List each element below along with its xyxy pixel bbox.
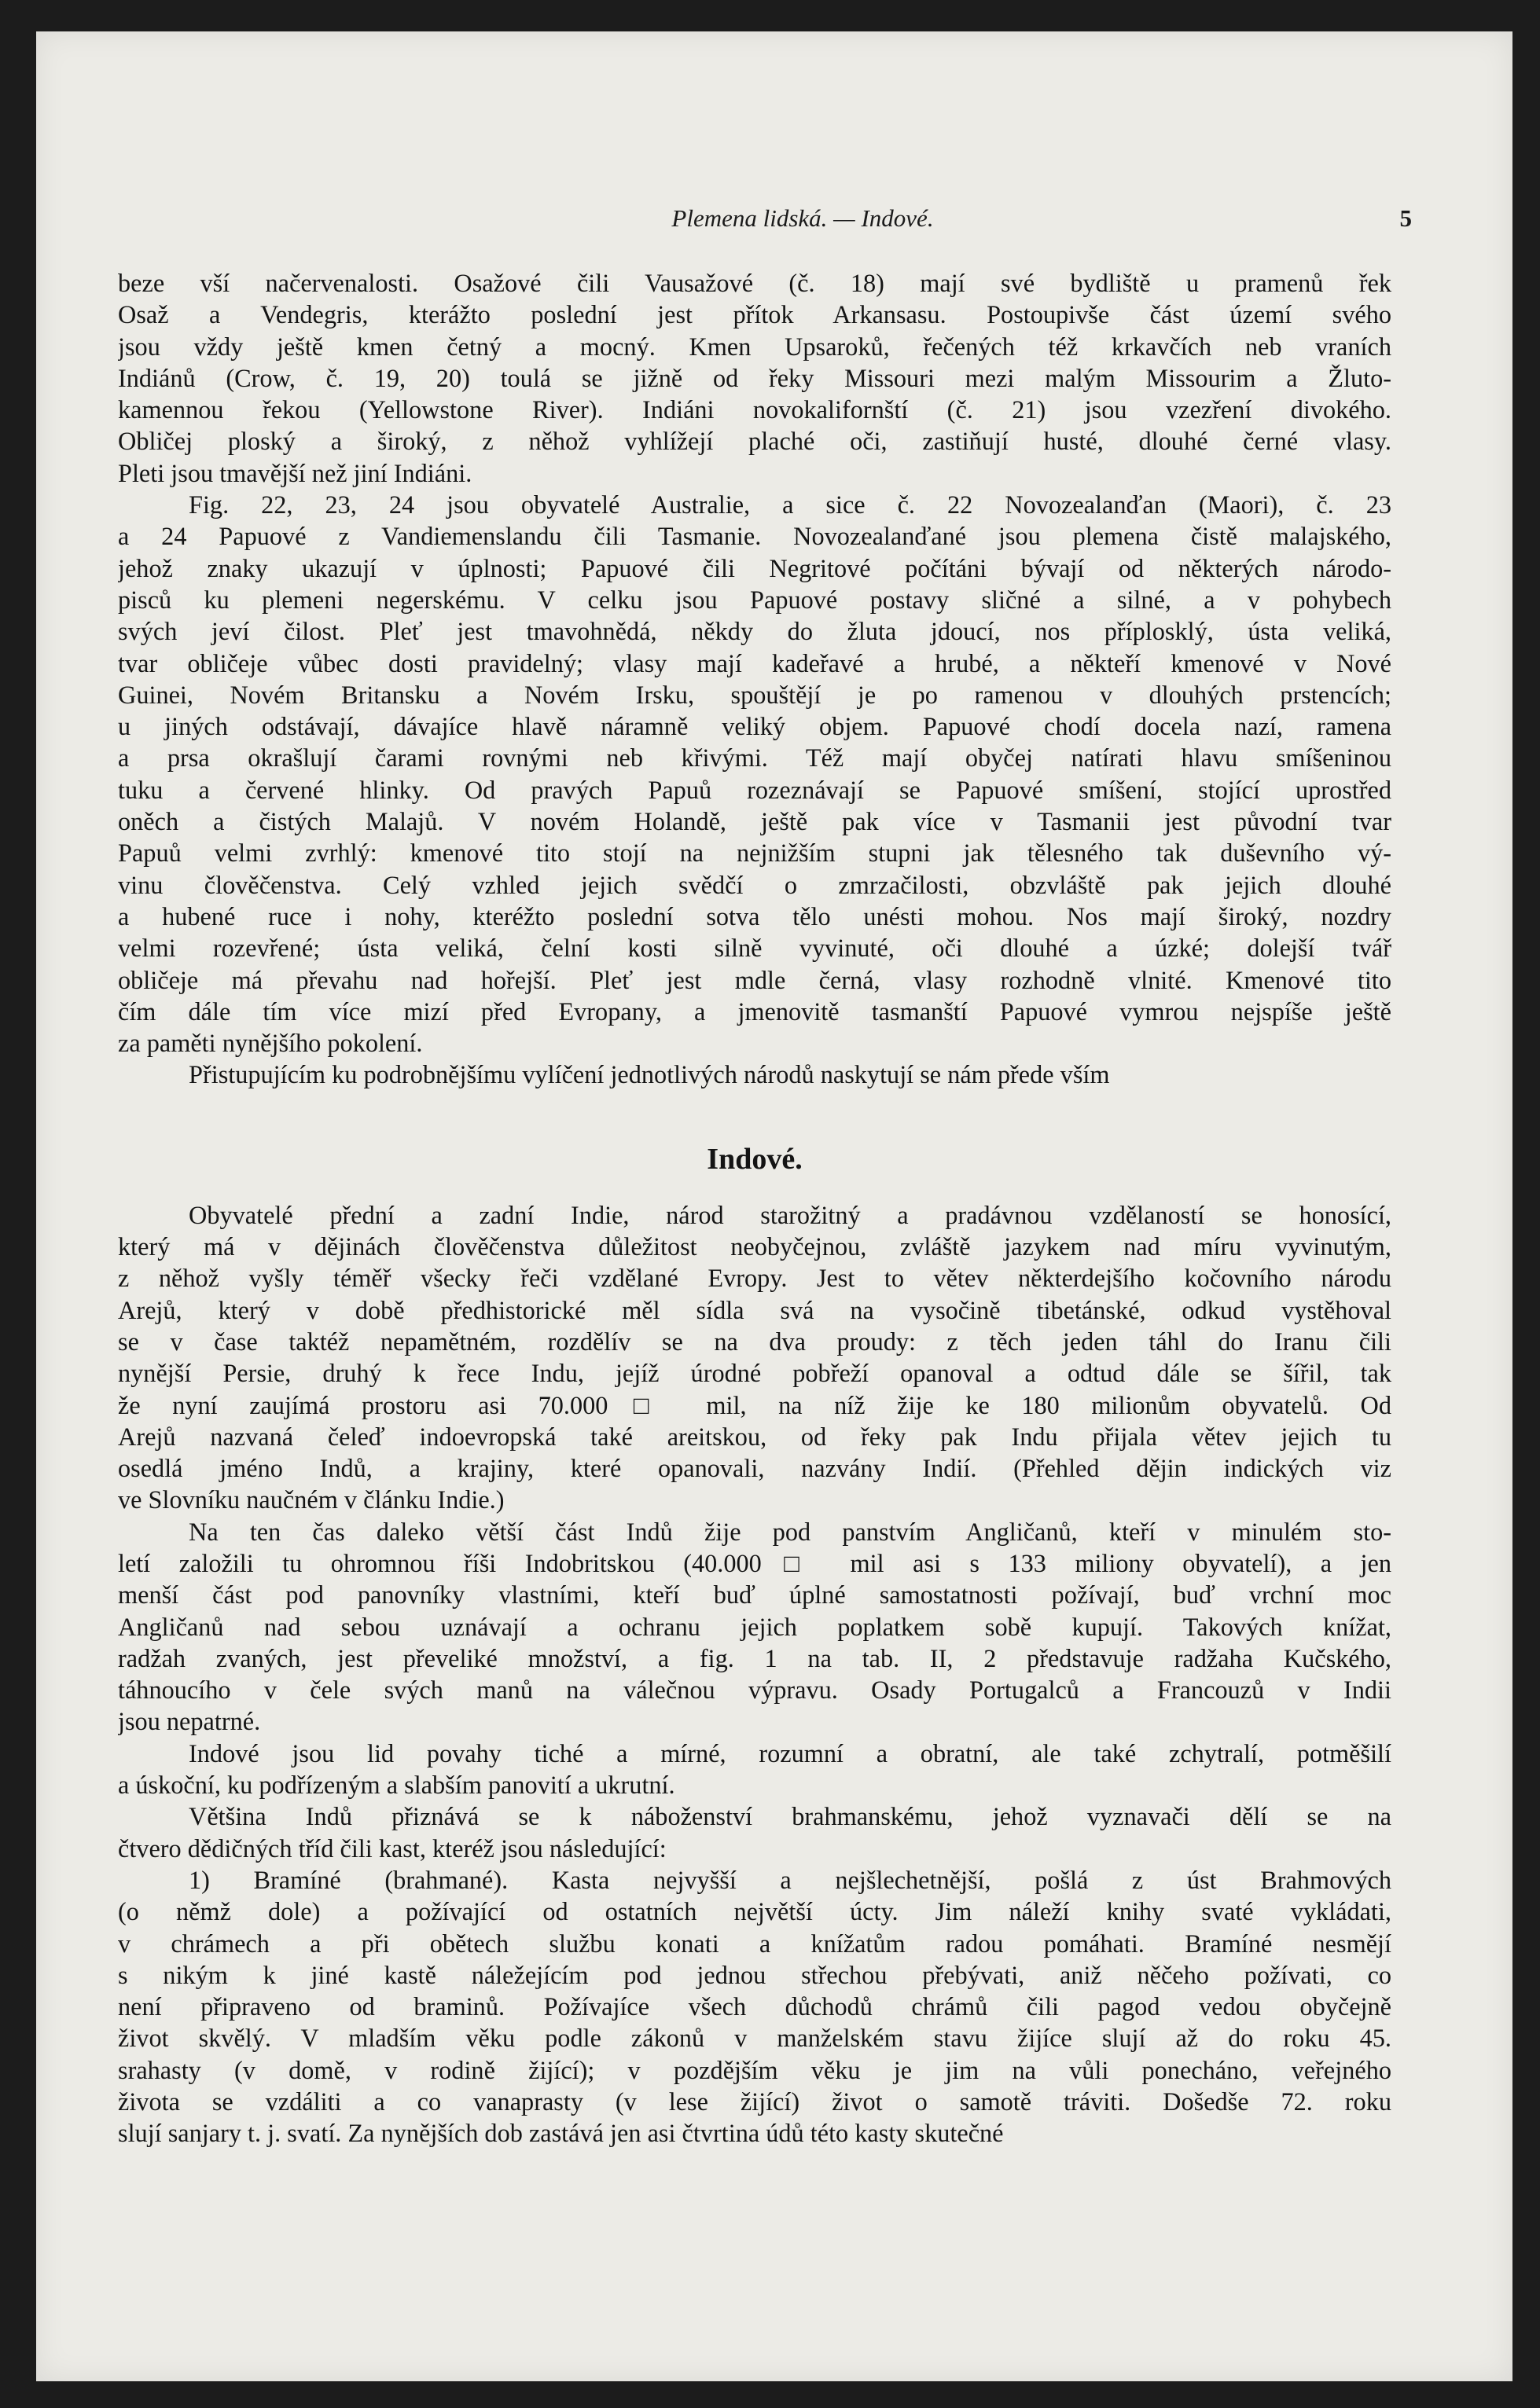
text-line: tvar obličeje vůbec dosti pravidelný; vlasy mají kadeřavé a hrubé, a někteří kmenové v Nové — [118, 648, 1391, 677]
text-line: jehož znaky ukazují v úplnosti; Papuové čili Negritové počítáni bývají od některých národo- — [118, 553, 1391, 582]
text-line: jsou nepatrné. — [118, 1707, 261, 1736]
text-line: Indiánů (Crow, č. 19, 20) toulá se jižně od řeky Missouri mezi malým Missourim a Žluto- — [118, 363, 1391, 392]
text-line: Guinei, Novém Britansku a Novém Irsku, spouštějí je po ramenou v dlouhých prstencích; — [118, 680, 1391, 709]
text-line: života se vzdáliti a co vanaprasty (v lese žijící) život o samotě tráviti. Došedše 72. roku — [118, 2087, 1391, 2116]
text-line: menší část pod panovníky vlastními, kteří buď úplné samostatnosti požívají, buď vrchní moc — [118, 1580, 1391, 1610]
text-line: se v čase taktéž nepamětném, rozdělív se na dva proudy: z těch jeden táhl do Iranu čili — [118, 1327, 1391, 1356]
text-line: který má v dějinách člověčenstva důležitost neobyčejnou, zvláště jazykem nad míru vyvinutým, — [118, 1232, 1391, 1261]
text-line: v chrámech a při obětech službu konati a knížatům radou pomáhati. Bramíné nesmějí — [118, 1929, 1391, 1958]
text-line: Angličanů nad sebou uznávají a ochranu jejich poplatkem sobě kupují. Takových knížat, — [118, 1612, 1391, 1641]
text-line: obličeje má převahu nad hořejší. Pleť jest mdle černá, vlasy rozhodně vlnité. Kmenové tito — [118, 965, 1391, 994]
text-line: ve Slovníku naučném v článku Indie.) — [118, 1485, 505, 1514]
text-line: že nyní zaujímá prostoru asi 70.000□ mil, na níž žije ke 180 milionům obyvatelů. Od — [118, 1390, 1391, 1419]
text-line: a 24 Papuové z Vandiemenslandu čili Tasmanie. Novozealanďané jsou plemena čistě malajského, — [118, 522, 1391, 551]
section-heading: Indové. — [707, 1142, 803, 1176]
text-line: Obličej ploský a široký, z něhož vyhlížejí plaché oči, zastiňují husté, dlouhé černé vlasy. — [118, 427, 1391, 456]
text-line: a úskoční, ku podřízeným a slabším panovití a ukrutní. — [118, 1771, 675, 1800]
text-line: Arejů, který v době předhistorické měl sídla svá na vysočině tibetánské, odkud vystěhoval — [118, 1295, 1391, 1324]
text-line: z něhož vyšly téměř všecky řeči vzdělané Evropy. Jest to větev některdejšího kočovního národu — [118, 1264, 1391, 1293]
text-line: Papuů velmi zvrhlý: kmenové tito stojí na nejnižším stupni jak tělesného tak duševního vý- — [118, 839, 1391, 868]
running-title: Plemena lidská. — Indové. — [671, 204, 934, 232]
text-line: jsou vždy ještě kmen četný a mocný. Kmen Upsaroků, řečených též krkavčích neb vraních — [118, 332, 1391, 361]
paragraph — [118, 1800, 1391, 1864]
text-line: (o němž dole) a požívající od ostatních největší úcty. Jim náleží knihy svaté vykládati, — [118, 1897, 1391, 1926]
text-line: za paměti nynějšího pokolení. — [118, 1029, 423, 1058]
text-line: s nikým k jiné kastě náležejícím pod jednou střechou přebývati, aniž něčeho požívati, co — [118, 1960, 1391, 1989]
text-line: radžah zvaných, jest převeliké množství, a fig. 1 na tab. II, 2 představuje radžaha Kučského, — [118, 1643, 1391, 1672]
page-header — [193, 204, 1412, 251]
text-line: čtvero dědičných tříd čili kast, kteréž jsou následující: — [118, 1834, 667, 1863]
text-line: letí založili tu ohromnou říši Indobritskou (40.000□ mil asi s 133 miliony obyvatelí), a jen — [118, 1548, 1391, 1577]
text-line: vinu člověčenstva. Celý vzhled jejich svědčí o zmrzačilosti, obzvláště pak jejich dlouhé — [118, 870, 1391, 899]
body-text — [118, 267, 1391, 2149]
text-line: Většina Indů přiznává se k náboženství brahmanskému, jehož vyznavači dělí se na — [189, 1802, 1391, 1831]
text-line: osedlá jméno Indů, a krajiny, které opanovali, nazvány Indií. (Přehled dějin indických viz — [118, 1454, 1391, 1483]
text-line: pisců ku plemeni negerskému. V celku jsou Papuové postavy sličné a silné, a v pohybech — [118, 585, 1391, 614]
scanned-page — [36, 31, 1512, 2381]
paragraph — [118, 1738, 1391, 1801]
text-line: Osaž a Vendegris, kterážto poslední jest přítok Arkansasu. Postoupivše část území svého — [118, 300, 1391, 329]
paragraph — [118, 1516, 1391, 1738]
text-line: kamennou řekou (Yellowstone River). Indiáni novokalifornští (č. 21) jsou vzezření divokého. — [118, 395, 1391, 424]
text-line: tuku a červené hlinky. Od pravých Papuů rozeznávají se Papuové smíšení, stojící uprostřed — [118, 775, 1391, 804]
text-line: a prsa okrašlují čarami rovnými neb křivými. Též mají obyčej natírati hlavu smíšeninou — [118, 743, 1391, 773]
text-line: u jiných odstávají, dávajíce hlavě náramně veliký objem. Papuové chodí docela nazí, ramena — [118, 712, 1391, 741]
text-line: život skvělý. V mladším věku podle zákonů v manželském stavu žijíce slují až do roku 45. — [118, 2024, 1391, 2053]
text-line: a hubené ruce i nohy, kteréžto poslední sotva tělo unésti mohou. Nos mají široký, nozdry — [118, 901, 1391, 931]
text-line: svých jeví čilost. Pleť jest tmavohnědá, někdy do žluta jdoucí, nos příplosklý, ústa veliká, — [118, 617, 1391, 646]
paragraph — [118, 489, 1391, 1059]
text-line: Arejů nazvaná čeleď indoevropská také areitskou, od řeky pak Indu přijala větev jejich tu — [118, 1422, 1391, 1451]
text-line: nynější Persie, druhý k řece Indu, jejíž úrodné pobřeží opanoval a odtud dále se šířil, tak — [118, 1359, 1391, 1388]
text-line: 1) Bramíné (brahmané). Kasta nejvyšší a nejšlechetnější, pošlá z úst Brahmových — [189, 1865, 1391, 1894]
text-line: Fig. 22, 23, 24 jsou obyvatelé Australie, a sice č. 22 Novozealanďan (Maori), č. 23 — [189, 490, 1391, 519]
text-line: Na ten čas daleko větší část Indů žije pod panstvím Angličanů, kteří v minulém sto- — [189, 1517, 1391, 1546]
text-line: velmi rozevřené; ústa veliká, čelní kosti silně vyvinuté, oči dlouhé a úzké; dolejší tvář — [118, 934, 1391, 963]
text-line: táhnoucího v čele svých manů na válečnou výpravu. Osady Portugalců a Francouzů v Indii — [118, 1676, 1391, 1705]
text-line: Pleti jsou tmavější než jiní Indiáni. — [118, 458, 472, 487]
page-number: 5 — [1399, 204, 1412, 232]
text-line: beze vší načervenalosti. Osažové čili Vausažové (č. 18) mají své bydliště u pramenů řek — [118, 269, 1391, 297]
text-line: Indové jsou lid povahy tiché a mírné, rozumní a obratní, ale také zchytralí, potměšilí — [189, 1738, 1391, 1767]
paragraph — [118, 1864, 1391, 2149]
text-line: Obyvatelé přední a zadní Indie, národ starožitný a pradávnou vzdělaností se honosící, — [189, 1200, 1391, 1229]
paragraph — [118, 1059, 1391, 1090]
text-line: není připraveno od braminů. Požívajíce všech důchodů chrámů čili pagod vedou obyčejně — [118, 1992, 1391, 2021]
text-line: oněch a čistých Malajů. V novém Holandě, ještě pak více v Tasmanii jest původní tvar — [118, 807, 1391, 836]
text-line: slují sanjary t. j. svatí. Za nynějších dob zastává jen asi čtvrtina údů této kasty skutečné — [118, 2119, 1004, 2148]
paragraph — [118, 267, 1391, 489]
paragraph — [118, 1199, 1391, 1516]
text-line: Přistupujícím ku podrobnějšímu vylíčení jednotlivých národů naskytují se nám přede vším — [189, 1060, 1110, 1089]
text-line: srahasty (v domě, v rodině žijící); v pozdějším věku je jim na vůli ponecháno, veřejného — [118, 2055, 1391, 2084]
text-line: čím dále tím více mizí před Evropany, a jmenovitě tasmanští Papuové vymrou nejspíše ještě — [118, 997, 1391, 1026]
